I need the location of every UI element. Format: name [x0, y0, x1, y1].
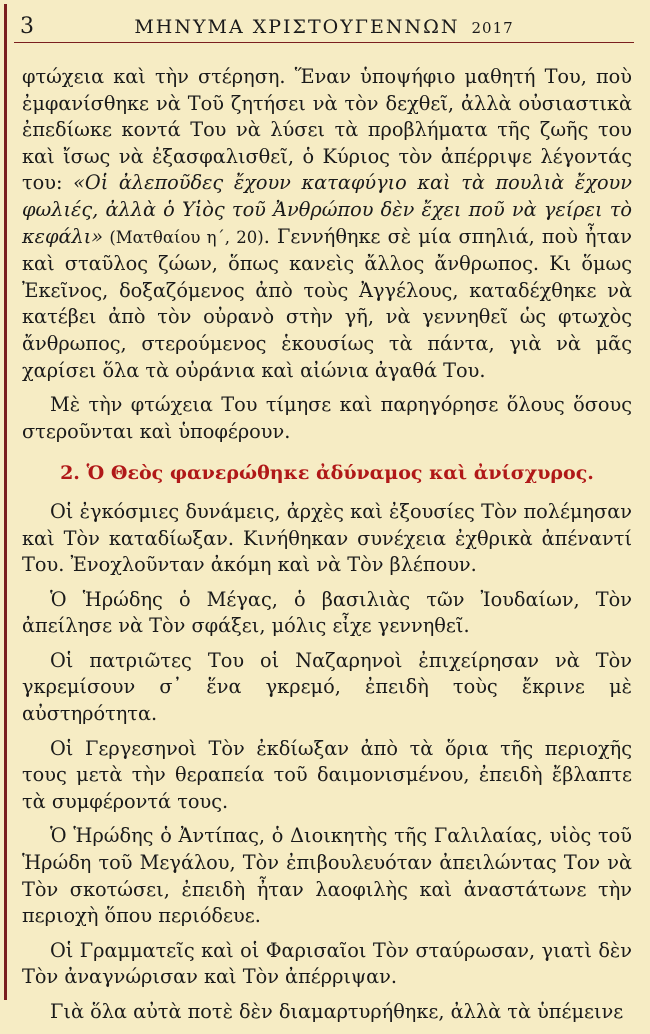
section-heading: 2. Ὁ Θεὸς φανερώθηκε ἀδύναμος καὶ ἀνίσχυρος. [60, 462, 594, 485]
running-title-year: 2017 [471, 19, 514, 37]
paragraph-9: Γιὰ ὅλα αὐτὰ ποτὲ δὲν διαμαρτυρήθηκε, ἀλλὰ τὰ ὑπέμεινε [50, 1000, 624, 1023]
paragraph-6: Οἱ Γεργεσηνοὶ Τὸν ἐκδίωξαν ἀπὸ τὰ ὅρια τῆς περιοχῆς τους μετὰ τὴν θεραπεία τοῦ δαιμονισμένου, ἐπειδὴ ἔβλαπτε τὰ συμφέροντά τους. [22, 736, 632, 813]
scripture-reference: (Ματθαίου η΄, 20) [103, 227, 264, 247]
page-number: 3 [20, 14, 34, 39]
paragraph-1-text-b: . Γεννήθηκε σὲ μία σπηλιά, ποὺ ἦταν καὶ σταῦλος ζώων, ὅπως κανεὶς ἄλλος ἄνθρωπος. Κι ὅμως Ἐκεῖνος, δοξαζόμενος ἀπὸ τοὺς Ἀγγέλους, καταδέχθηκε νὰ κατέβει ἀπὸ τὸν οὐρανὸ στὴν γῆ, νὰ γεννηθεῖ ὡς φτωχὸς ἄνθρωπος, στερούμενος ἑκουσίως τὰ πάντα, γιὰ νὰ μᾶς χαρίσει ὅλα τὰ οὐράνια καὶ αἰώνια ἀγαθά Του. [22, 224, 632, 382]
running-title [14, 16, 634, 38]
paragraph-3: Οἱ ἐγκόσμιες δυνάμεις, ἀρχὲς καὶ ἐξουσίες Τὸν πολέμησαν καὶ Τὸν καταδίωξαν. Κινήθηκαν συνέχεια ἐχθρικὰ ἀπέναντί Του. Ἐνοχλοῦνταν ἀκόμη καὶ νὰ Τὸν βλέπουν. [22, 499, 632, 577]
paragraph-2: Μὲ τὴν φτώχεια Του τίμησε καὶ παρηγόρησε ὅλους ὅσους στεροῦνται καὶ ὑποφέρουν. [22, 393, 632, 443]
scripture-quote: «Οἱ ἀλεποῦδες ἔχουν καταφύγιο καὶ τὰ πουλιὰ ἔχουν φωλιές, ἀλλὰ ὁ Υἱὸς τοῦ Ἀνθρώπου δὲν ἔχει ποῦ νὰ γείρει τὸ κεφάλι» [22, 171, 632, 248]
page-body [22, 64, 632, 1034]
running-title-text: ΜΗΝΥΜΑ ΧΡΙΣΤΟΥΓΕΝΝΩΝ [134, 16, 460, 38]
paragraph-1-text-a: φτώχεια καὶ τὴν στέρηση. Ἕναν ὑποψήφιο μαθητή Του, ποὺ ἐμφανίσθηκε νὰ Τοῦ ζητήσει νὰ τὸν δεχθεῖ, ἀλλὰ οὐσιαστικὰ ἐπεδίωκε κοντά Του νὰ λύσει τὰ προβλήματα τῆς ζωῆς του καὶ ἴσως νὰ ἐξασφαλισθεῖ, ὁ Κύριος τὸν ἀπέρριψε λέγοντάς του: [22, 65, 632, 195]
header-rule [14, 42, 634, 43]
paragraph-1 [22, 64, 632, 384]
paragraph-5: Οἱ πατριῶτες Του οἱ Ναζαρηνοὶ ἐπιχείρησαν νὰ Τὸν γκρεμίσουν σ᾿ ἕνα γκρεμό, ἐπειδὴ τοὺς ἔκρινε μὲ αὐστηρότητα. [22, 648, 632, 726]
paragraph-7: Ὁ Ἡρώδης ὁ Ἀντίπας, ὁ Διοικητὴς τῆς Γαλιλαίας, υἱὸς τοῦ Ἡρώδη τοῦ Μεγάλου, Τὸν ἐπιβουλευόταν ἀπειλώντας Τον νὰ Τὸν σκοτώσει, ἐπειδὴ ἦταν λαοφιλὴς καὶ ἀναστάτωνε τὴν περιοχὴ ὅπου περιόδευε. [22, 824, 632, 928]
paragraph-4: Ὁ Ἡρώδης ὁ Μέγας, ὁ βασιλιὰς τῶν Ἰουδαίων, Τὸν ἀπείλησε νὰ Τὸν σφάξει, μόλις εἶχε γεννηθεῖ. [22, 587, 632, 638]
paragraph-8: Οἱ Γραμματεῖς καὶ οἱ Φαρισαῖοι Τὸν σταύρωσαν, γιατὶ δὲν Τὸν ἀναγνώρισαν καὶ Τὸν ἀπέρριψαν. [22, 938, 632, 989]
running-header [14, 10, 634, 40]
